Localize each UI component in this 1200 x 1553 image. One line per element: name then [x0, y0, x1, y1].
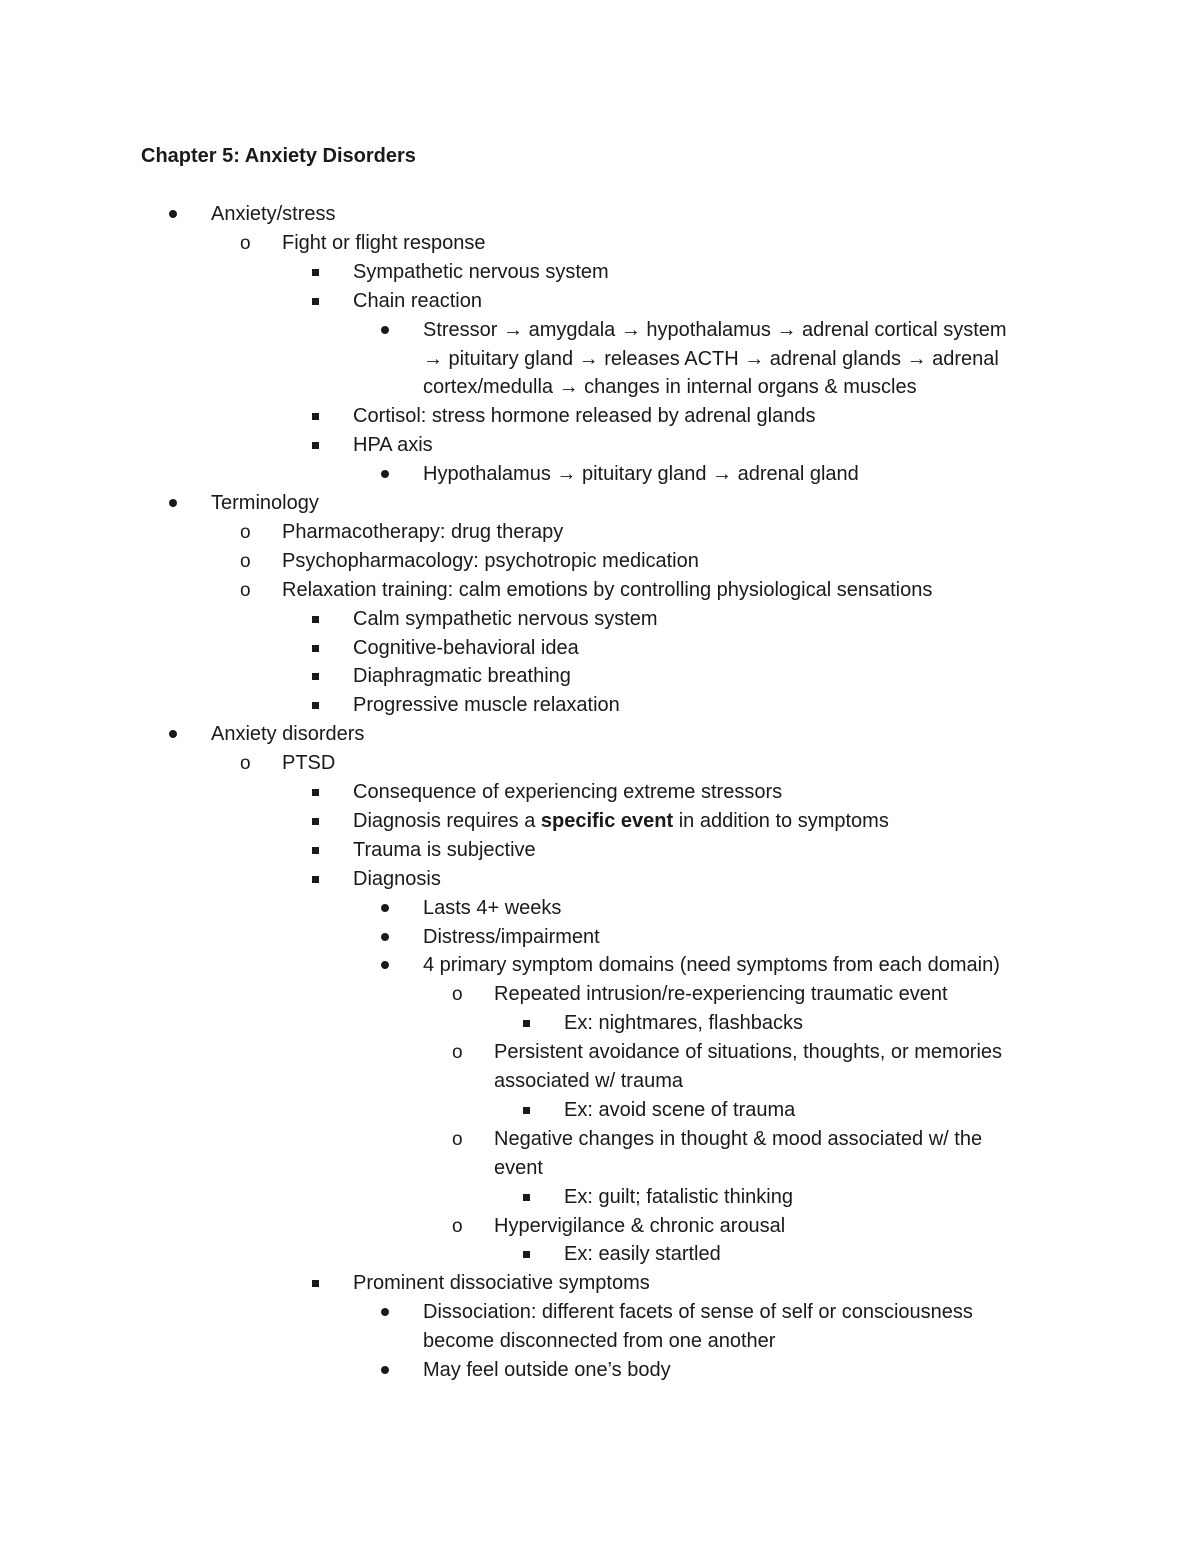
outline-item-level-4: Dissociation: different facets of sense of self or consciousness	[423, 1301, 973, 1323]
outline-item-level-3: HPA axis	[353, 434, 433, 456]
outline-item-level-5: Repeated intrusion/re-experiencing traumatic event	[494, 983, 948, 1005]
outline-item-level-3: Diagnosis	[353, 868, 441, 890]
outline-item-level-2: Pharmacotherapy: drug therapy	[282, 521, 564, 543]
outline-item-level-3: Prominent dissociative symptoms	[353, 1272, 650, 1294]
outline-item-level-5: Persistent avoidance of situations, thoughts, or memories	[494, 1041, 1003, 1063]
outline-item-level-2: PTSD	[282, 752, 336, 774]
page-title: Chapter 5: Anxiety Disorders	[141, 145, 416, 167]
outline-item-level-2: Relaxation training: calm emotions by controlling physiological sensations	[282, 579, 933, 601]
outline-item-level-3: Consequence of experiencing extreme stressors	[353, 781, 783, 803]
outline-item-level-3: Chain reaction	[353, 290, 482, 312]
outline-item-level-6: Ex: nightmares, flashbacks	[564, 1012, 803, 1034]
outline-item-level-2: Fight or flight response	[282, 232, 486, 254]
outline-item-level-6: Ex: avoid scene of trauma	[564, 1099, 796, 1121]
outline-emphasis: specific event	[540, 810, 674, 832]
outline-item-level-6: Ex: guilt; fatalistic thinking	[564, 1186, 793, 1208]
outline-text: Diagnosis requires a	[353, 810, 541, 832]
outline-item-level-3: Cognitive-behavioral idea	[353, 637, 579, 659]
outline-item-level-4: Lasts 4+ weeks	[423, 897, 562, 919]
outline-item-level-1: Terminology	[211, 492, 319, 514]
outline-item-level-5: Negative changes in thought & mood associated w/ the	[494, 1128, 983, 1150]
outline-item-level-6: Ex: easily startled	[564, 1243, 721, 1265]
outline-item-level-4: Stressor → amygdala → hypothalamus → adrenal cortical system	[423, 319, 1007, 341]
outline-item-level-3: Sympathetic nervous system	[353, 261, 609, 283]
outline-item-level-5: Hypervigilance & chronic arousal	[494, 1215, 786, 1237]
outline-item-level-3: Diaphragmatic breathing	[353, 665, 571, 687]
outline-item-level-1: Anxiety disorders	[211, 723, 365, 745]
outline-item-level-3	[353, 807, 889, 836]
outline-item-level-5: associated w/ trauma	[494, 1070, 683, 1092]
outline-item-level-4: Hypothalamus → pituitary gland → adrenal gland	[423, 463, 859, 485]
outline-item-level-4: become disconnected from one another	[423, 1330, 776, 1352]
outline-item-level-3: Progressive muscle relaxation	[353, 694, 620, 716]
outline-item-level-4: 4 primary symptom domains (need symptoms from each domain)	[423, 954, 1000, 976]
outline-text: in addition to symptoms	[673, 810, 889, 832]
outline-item-level-3: Cortisol: stress hormone released by adrenal glands	[353, 405, 816, 427]
outline-item-level-5: event	[494, 1157, 543, 1179]
outline-item-level-4: Distress/impairment	[423, 926, 600, 948]
outline-item-level-4: cortex/medulla → changes in internal organs & muscles	[423, 376, 917, 398]
outline-item-level-3: Trauma is subjective	[353, 839, 536, 861]
outline-item-level-4: May feel outside one’s body	[423, 1359, 671, 1381]
outline-item-level-3: Calm sympathetic nervous system	[353, 608, 658, 630]
outline-item-level-1: Anxiety/stress	[211, 203, 336, 225]
outline-item-level-4: → pituitary gland → releases ACTH → adrenal glands → adrenal	[423, 348, 999, 370]
outline-item-level-2: Psychopharmacology: psychotropic medication	[282, 550, 699, 572]
